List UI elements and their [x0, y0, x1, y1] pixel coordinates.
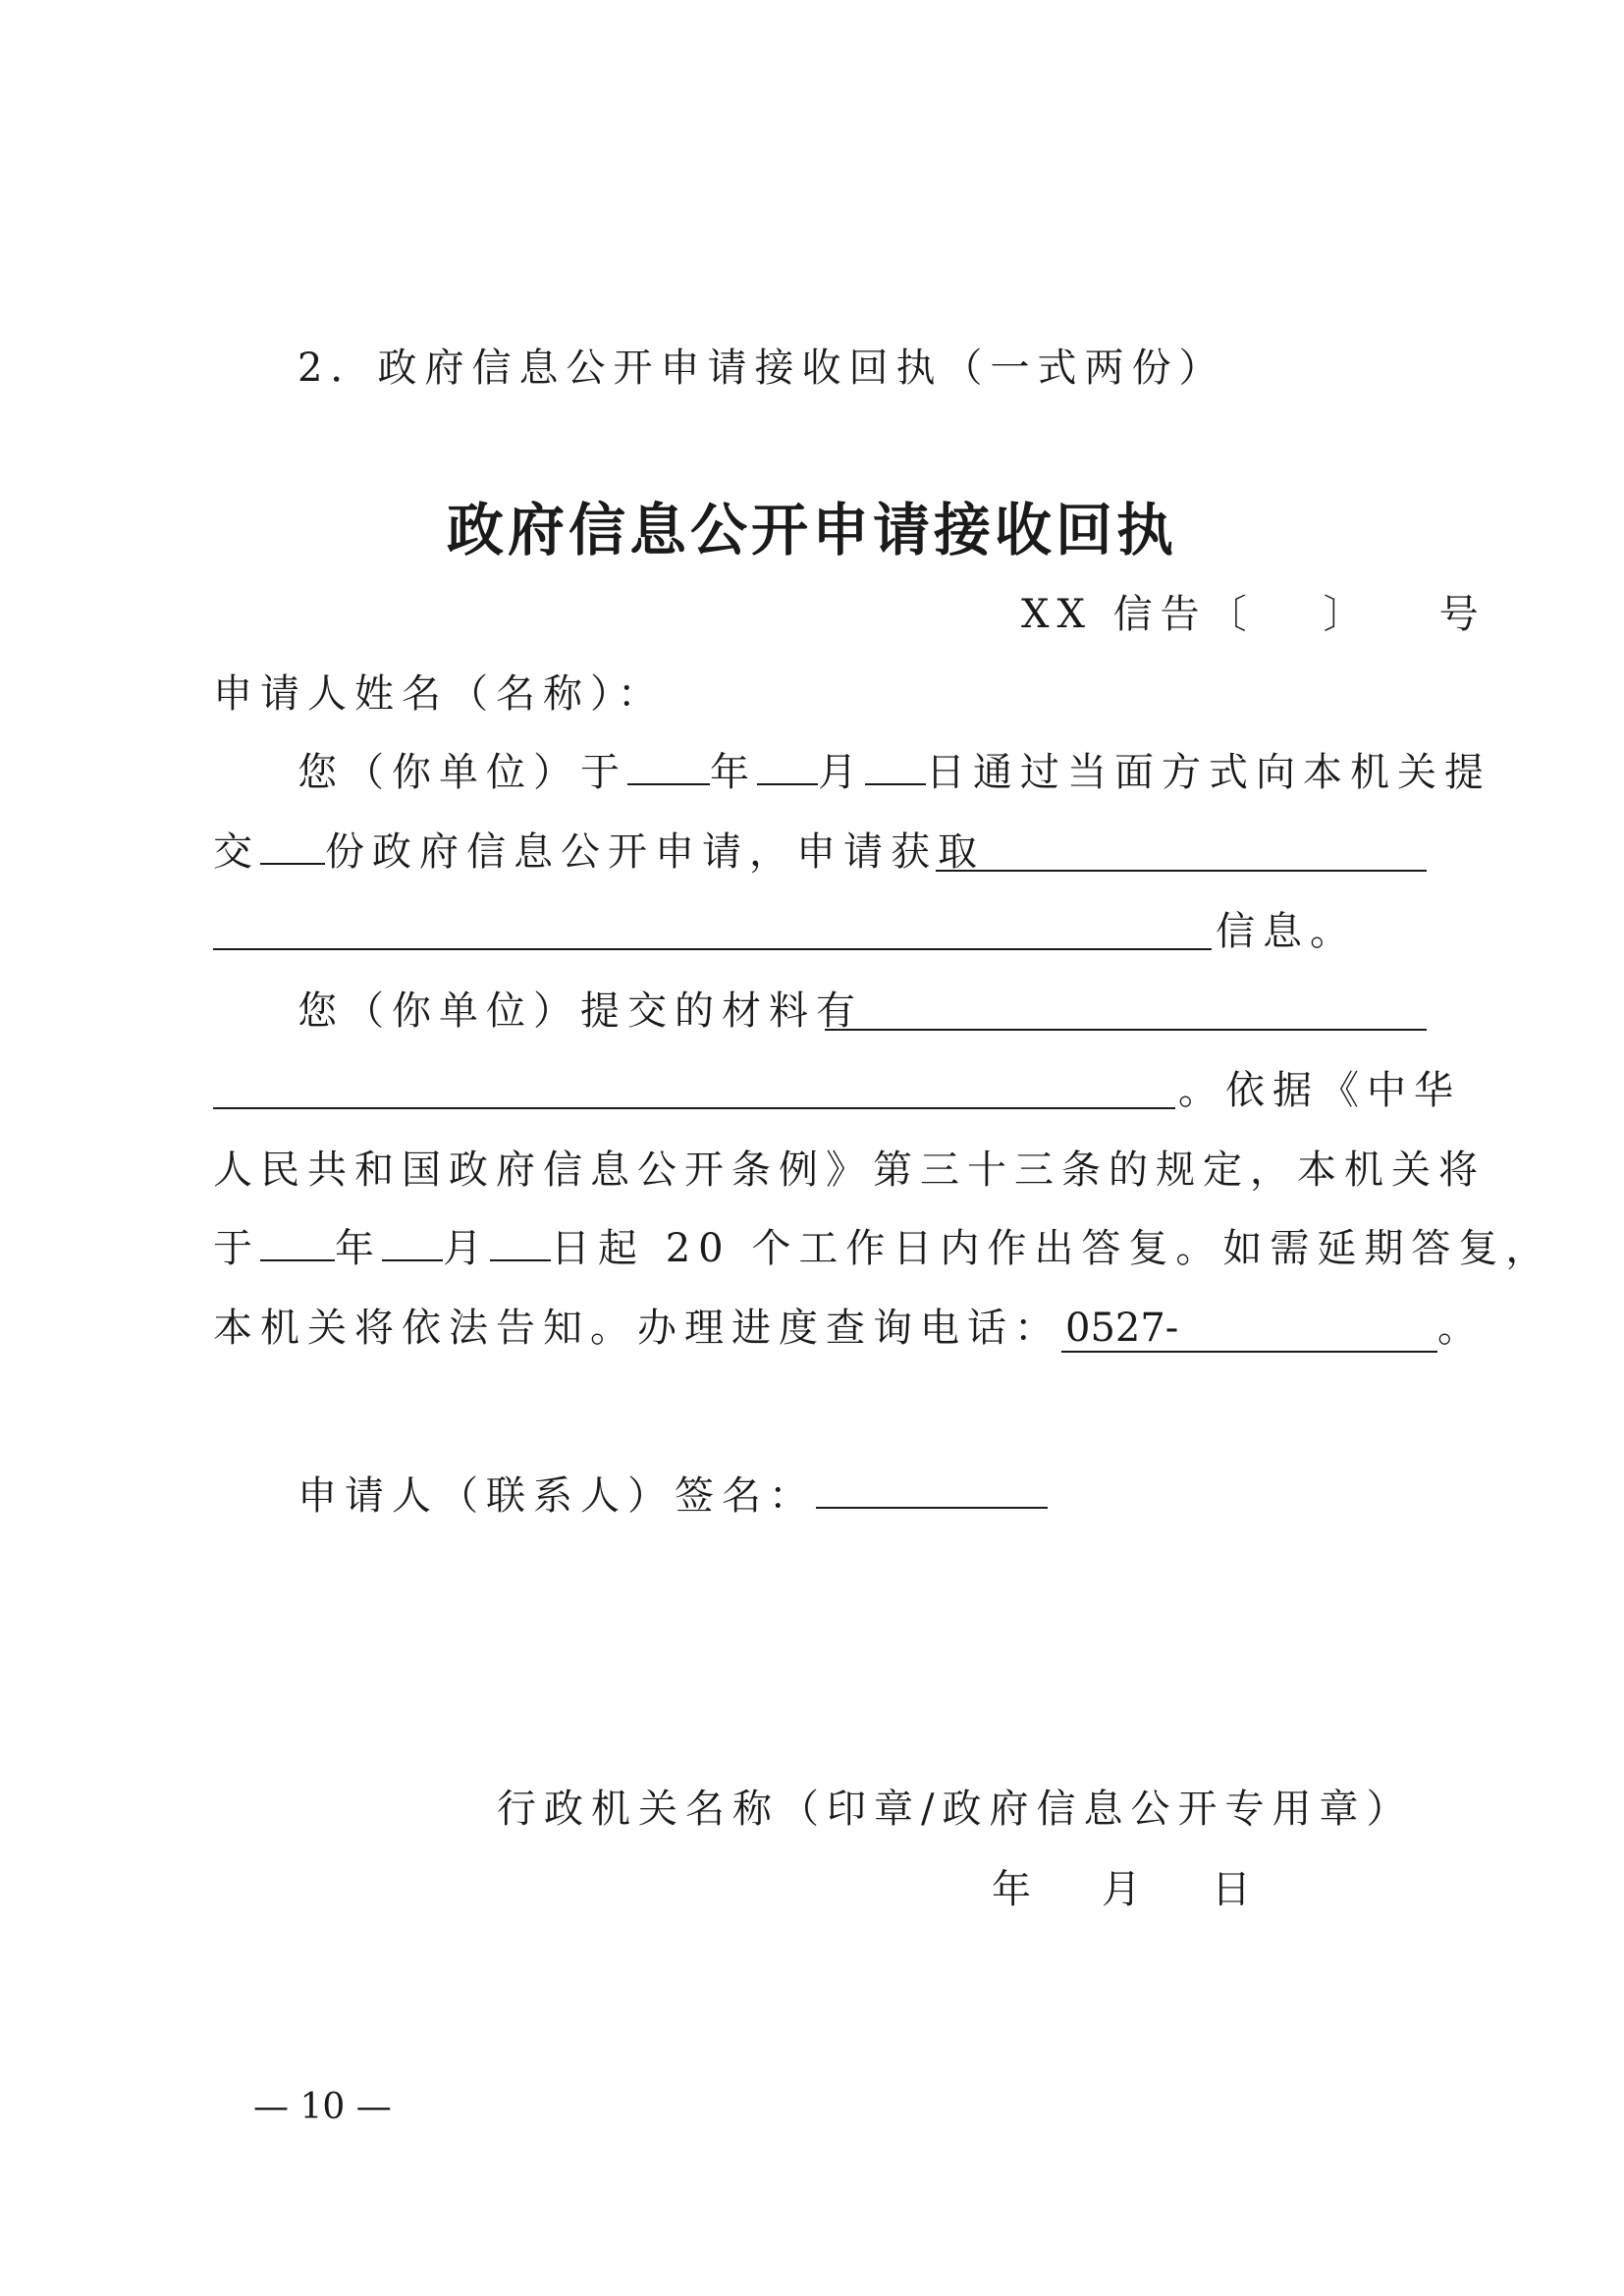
para2-line5-start: 本机关将依法告知。办理进度查询电话：: [213, 1306, 1061, 1351]
signature-label: 申请人（联系人）签名：: [298, 1473, 816, 1519]
reply-year-label: 年: [335, 1226, 382, 1271]
para1-line2: [213, 823, 985, 881]
copies-blank[interactable]: [260, 824, 325, 865]
section-heading: [298, 339, 1225, 398]
reply-month-blank[interactable]: [382, 1220, 443, 1261]
date-row: [992, 1860, 1259, 1919]
month-label: 月: [818, 750, 865, 795]
section-heading-text: 2．政府信息公开申请接收回执（一式两份）: [298, 346, 1226, 391]
requested-info-blank-2[interactable]: [213, 948, 1212, 950]
para2-line4-end: 日起 20 个工作日内作出答复。如需延期答复，: [551, 1226, 1553, 1271]
doc-number-bracket-close: 〕: [1323, 592, 1371, 637]
materials-blank-2[interactable]: [213, 1107, 1175, 1109]
para2-line3: 人民共和国政府信息公开条例》第三十三条的规定，本机关将: [213, 1148, 1486, 1193]
para1-line1: [298, 743, 1491, 802]
reply-day-blank[interactable]: [490, 1220, 551, 1261]
document-title: 政府信息公开申请接收回执: [446, 497, 1177, 563]
phone-prefix: 0527-: [1065, 1306, 1179, 1351]
reply-year-blank[interactable]: [260, 1220, 335, 1261]
para1-text-b: 日通过当面方式向本机关提: [926, 750, 1491, 795]
signature-blank[interactable]: [816, 1468, 1048, 1509]
materials-blank-1[interactable]: [825, 1029, 1427, 1031]
para2-line2-end: 。依据《中华: [1178, 1068, 1461, 1113]
para2-line1: 您（你单位）提交的材料有: [298, 988, 863, 1034]
reply-month-label: 月: [443, 1226, 490, 1271]
day-blank[interactable]: [865, 744, 926, 785]
date-day-label: 日: [1212, 1867, 1259, 1912]
para1-line3-end: 信息。: [1216, 909, 1357, 954]
para2-line4-start: 于: [213, 1226, 260, 1271]
agency-name: 行政机关名称（印章/政府信息公开专用章）: [497, 1787, 1414, 1832]
doc-number-prefix: XX 信告〔: [1021, 592, 1255, 637]
para2-line5-end: 。: [1437, 1306, 1485, 1351]
year-label: 年: [710, 750, 757, 795]
date-month-label: 月: [1102, 1867, 1149, 1912]
document-number: [1021, 585, 1487, 644]
requested-info-blank-1[interactable]: [936, 870, 1427, 872]
signature-row: [298, 1467, 1048, 1525]
date-year-label: 年: [992, 1867, 1039, 1912]
doc-number-suffix: 号: [1438, 592, 1487, 637]
page-number: — 10 —: [253, 2087, 392, 2127]
para1-text-a: 您（你单位）于: [298, 750, 627, 795]
para1-line2-start: 交: [213, 829, 260, 875]
para2-line4: [213, 1219, 1552, 1278]
month-blank[interactable]: [757, 744, 818, 785]
phone-field[interactable]: [1061, 1306, 1437, 1353]
para2-line5: [213, 1299, 1485, 1358]
year-blank[interactable]: [627, 744, 710, 785]
applicant-name-label: 申请人姓名（名称）：: [213, 671, 665, 717]
para1-line2-mid: 份政府信息公开申请，申请获取: [325, 829, 985, 875]
